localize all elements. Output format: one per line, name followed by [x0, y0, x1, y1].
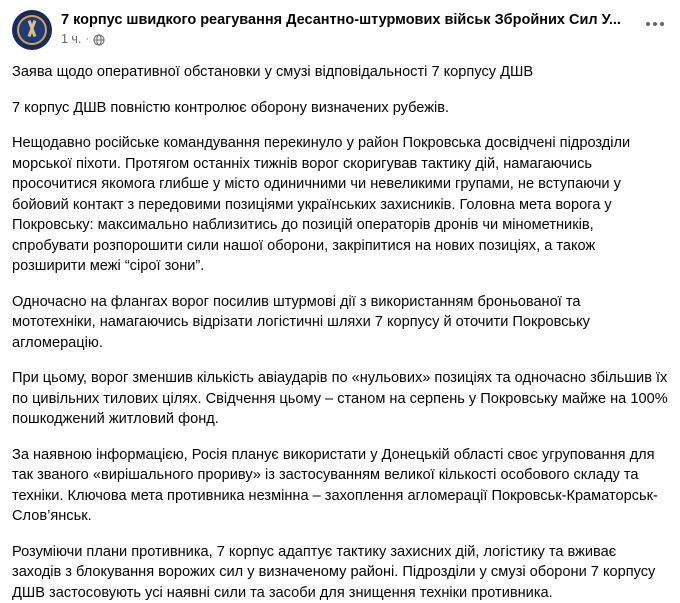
post-header — [0, 0, 680, 54]
meta-separator: · — [85, 32, 89, 47]
post-meta — [61, 32, 642, 47]
globe-icon — [93, 34, 105, 46]
dot — [653, 22, 657, 26]
dot — [660, 22, 664, 26]
post-paragraph: Одночасно на флангах ворог посилив штурмові дії з використанням броньованої та мототехніки, намагаючись відрізати логістичні шляхи 7 корпусу й оточити Покровську агломерацію. — [12, 292, 668, 354]
page-title[interactable]: 7 корпус швидкого реагування Десантно-штурмових військ Збройних Сил У... — [61, 11, 642, 29]
avatar[interactable] — [12, 10, 52, 50]
post-timestamp[interactable]: 1 ч. — [61, 32, 81, 47]
post-paragraph: Заява щодо оперативної обстановки у смузі відповідальності 7 корпусу ДШВ — [12, 62, 668, 83]
more-options-icon[interactable] — [642, 14, 668, 34]
post-body — [0, 54, 680, 603]
post-paragraph: Розуміючи плани противника, 7 корпус адаптує тактику захисних дій, логістику та вживає заходів з блокування ворожих сил у визначеному районі. Підрозділи у смузі оборони 7 корпусу ДШВ застосовують усі наявні сили та засоби для знищення техніки противника. — [12, 542, 668, 603]
dot — [646, 22, 650, 26]
post-paragraph: За наявною інформацією, Росія планує використати у Донецькій області своє угруповання для так званого «вирішального прориву» із застосуванням великої кількості особового складу та техніки. Ключова мета противника незмінна – захоплення агломерації Покровськ-Краматорськ-Слов’янськ. — [12, 445, 668, 527]
post-header-text — [61, 10, 668, 47]
post-paragraph: 7 корпус ДШВ повністю контролює оборону визначених рубежів. — [12, 98, 668, 119]
military-emblem-avatar-icon — [17, 15, 47, 45]
post-paragraph: При цьому, ворог зменшив кількість авіаударів по «нульових» позиціях та одночасно збільшив їх по цивільних тилових цілях. Свідчення цьому – станом на серпень у Покровську майже на 100% пошкоджений житловий фонд. — [12, 368, 668, 430]
post-paragraph: Нещодавно російське командування перекинуло у район Покровська досвідчені підрозділи морської піхоти. Протягом останніх тижнів ворог скоригував тактику дій, намагаючись просочитися якомога глибше у місто одиничними чи невеликими групами, не вступаючи у бойовий контакт з передовими позиціями українських захисників. Головна мета ворога у Покровську: максимально наблизитись до позицій операторів дронів чи мінометників, спробувати розпорошити сили нашої оборони, закріпитися на нових позиціях, а також розширити межі “сірої зони”. — [12, 133, 668, 277]
